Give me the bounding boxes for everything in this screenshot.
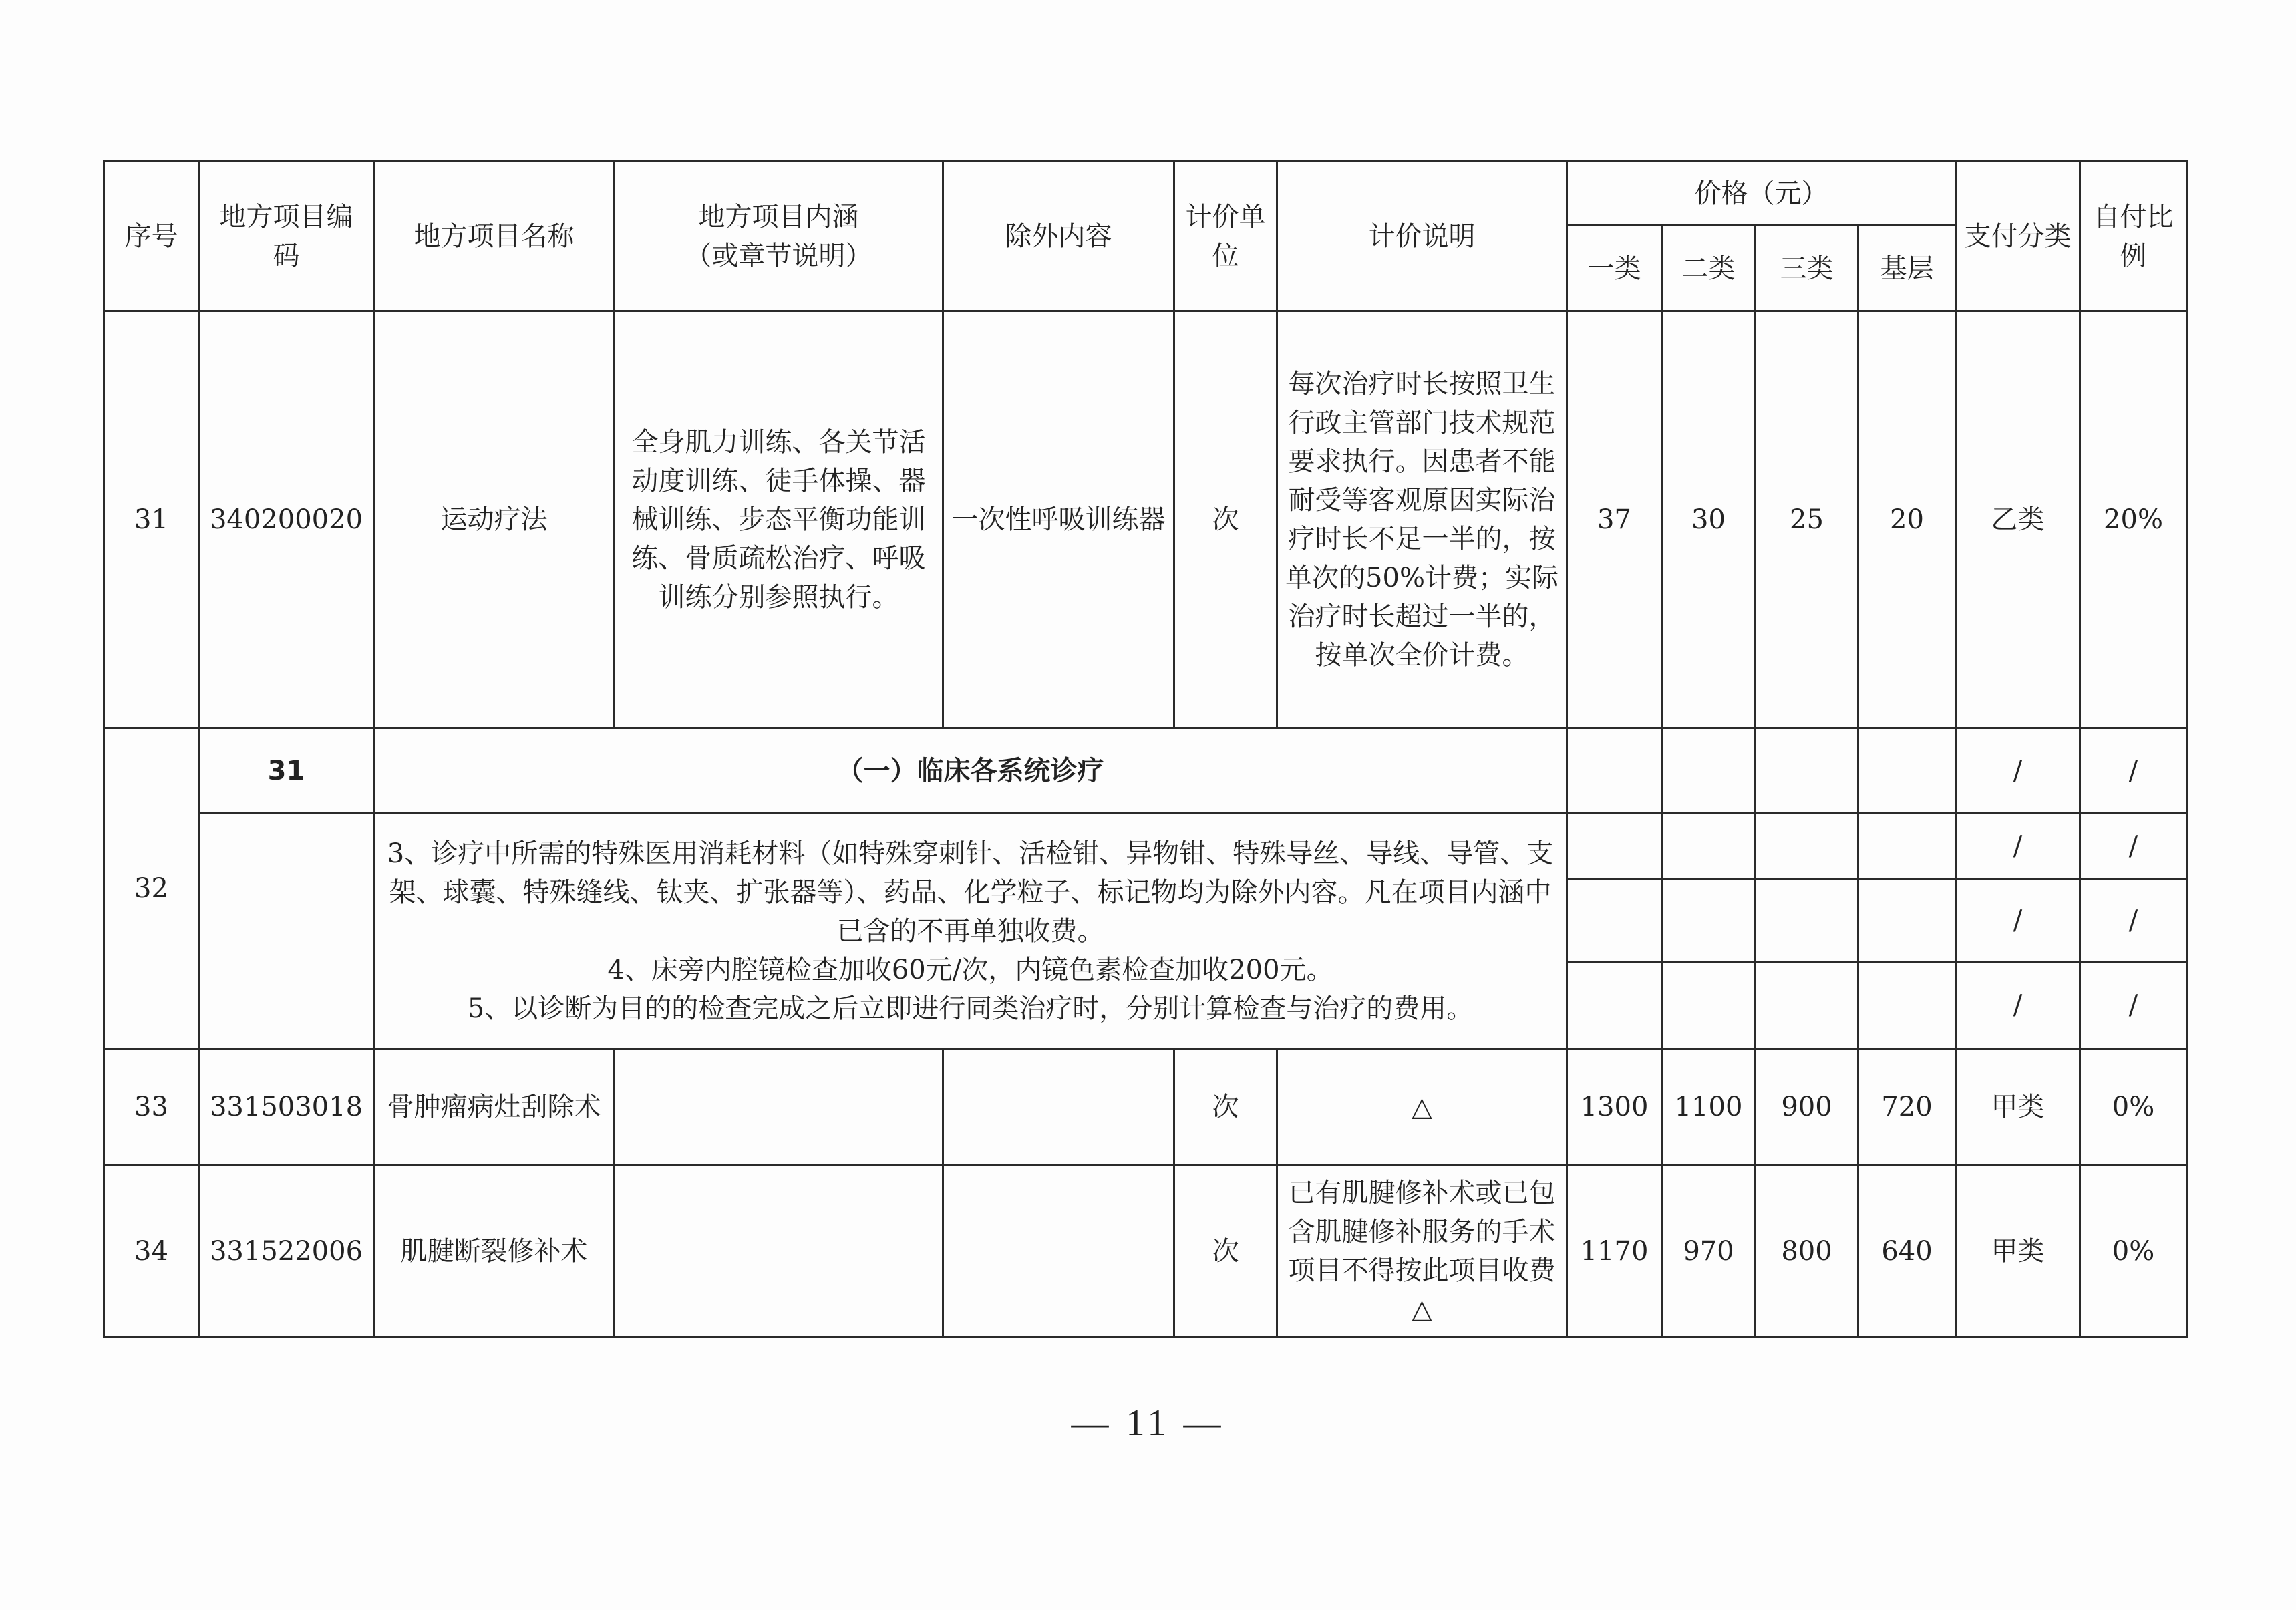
row-self-pay: 0% [2080,1049,2187,1165]
header-price-group: 价格（元） [1567,162,1956,226]
row-unit: 次 [1174,1049,1277,1165]
row-price-class3: 800 [1756,1165,1858,1337]
empty-cell [1567,962,1662,1049]
row-code: 331503018 [199,1049,374,1165]
row-self-pay: 0% [2080,1165,2187,1337]
row-price-class2: 30 [1662,311,1756,728]
row-seq: 33 [104,1049,199,1165]
row-excluded: 一次性呼吸训练器 [943,311,1174,728]
empty-cell [1756,728,1858,814]
row-self-pay: / [2080,962,2187,1049]
header-content [615,162,943,311]
row-content [615,1049,943,1165]
empty-cell [1858,962,1956,1049]
row-excluded [943,1165,1174,1337]
row-seq: 34 [104,1165,199,1337]
row-price-class1: 37 [1567,311,1662,728]
section-note-3: 3、诊疗中所需的特殊医用消耗材料（如特殊穿刺针、活检钳、异物钳、特殊导丝、导线、导管、支架、球囊、特殊缝线、钛夹、扩张器等）、药品、化学粒子、标记物均为除外内容。凡在项目内涵中已含的不再单独收费。 [387,838,1554,947]
row-self-pay: / [2080,814,2187,879]
row-content [615,1165,943,1337]
table-row [104,311,2187,728]
row-pay-class: 甲类 [1956,1049,2080,1165]
empty-cell [1567,879,1662,962]
header-code: 地方项目编码 [199,162,374,311]
empty-cell [1756,814,1858,879]
section-code: 31 [199,728,374,814]
section-note-4: 4、床旁内腔镜检查加收60元/次，内镜色素检查加收200元。 [607,954,1333,985]
empty-cell [1756,962,1858,1049]
table-row [104,1165,2187,1337]
row-self-pay: / [2080,728,2187,814]
row-price-class3: 25 [1756,311,1858,728]
row-pricing-note: 已有肌腱修补术或已包含肌腱修补服务的手术项目不得按此项目收费 △ [1277,1165,1567,1337]
empty-cell [1858,814,1956,879]
row-pricing-note: △ [1277,1049,1567,1165]
empty-cell [1662,814,1756,879]
row-pay-class: 乙类 [1956,311,2080,728]
row-pay-class: 甲类 [1956,1165,2080,1337]
row-seq: 32 [104,728,199,1049]
section-note-5: 5、以诊断为目的的检查完成之后立即进行同类治疗时，分别计算检查与治疗的费用。 [467,993,1474,1024]
header-pay-class: 支付分类 [1956,162,2080,311]
header-excluded: 除外内容 [943,162,1174,311]
row-excluded [943,1049,1174,1165]
section-row [104,728,2187,814]
empty-cell [1858,879,1956,962]
row-self-pay: / [2080,879,2187,962]
empty-cell [1567,728,1662,814]
section-notes [374,814,1567,1049]
row-price-basic: 640 [1858,1165,1956,1337]
row-price-basic: 20 [1858,311,1956,728]
row-unit: 次 [1174,1165,1277,1337]
row-price-class3: 900 [1756,1049,1858,1165]
empty-cell [1662,962,1756,1049]
empty-cell [1567,814,1662,879]
row-pay-class: / [1956,962,2080,1049]
page-number: — 11 — [1071,1402,1225,1444]
header-pricing-note: 计价说明 [1277,162,1567,311]
row-name: 运动疗法 [374,311,615,728]
row-price-class2: 970 [1662,1165,1756,1337]
header-price-basic: 基层 [1858,226,1956,311]
empty-cell [1662,879,1756,962]
row-name: 骨肿瘤病灶刮除术 [374,1049,615,1165]
row-pricing-note: 每次治疗时长按照卫生行政主管部门技术规范要求执行。因患者不能耐受等客观原因实际治疗时长不足一半的，按单次的50%计费；实际治疗时长超过一半的，按单次全价计费。 [1277,311,1567,728]
row-price-class1: 1300 [1567,1049,1662,1165]
row-unit: 次 [1174,311,1277,728]
row-price-basic: 720 [1858,1049,1956,1165]
section-note-row [104,814,2187,879]
header-content-line1: 地方项目内涵 [698,201,859,232]
row-self-pay: 20% [2080,311,2187,728]
header-self-pay: 自付比例 [2080,162,2187,311]
row-pay-class: / [1956,814,2080,879]
empty-cell [1756,879,1858,962]
header-row [104,162,2187,226]
row-price-class2: 1100 [1662,1049,1756,1165]
header-unit: 计价单位 [1174,162,1277,311]
row-code: 340200020 [199,311,374,728]
empty-cell [1858,728,1956,814]
empty-cell [199,814,374,1049]
section-title: （一）临床各系统诊疗 [374,728,1567,814]
row-price-class1: 1170 [1567,1165,1662,1337]
row-seq: 31 [104,311,199,728]
header-price-class1: 一类 [1567,226,1662,311]
header-name: 地方项目名称 [374,162,615,311]
row-code: 331522006 [199,1165,374,1337]
row-pay-class: / [1956,728,2080,814]
header-price-class2: 二类 [1662,226,1756,311]
empty-cell [1662,728,1756,814]
price-table [103,160,2188,1338]
table-row [104,1049,2187,1165]
row-name: 肌腱断裂修补术 [374,1165,615,1337]
row-content: 全身肌力训练、各关节活动度训练、徒手体操、器械训练、步态平衡功能训练、骨质疏松治疗、呼吸训练分别参照执行。 [615,311,943,728]
header-content-line2: （或章节说明） [685,240,872,271]
header-seq: 序号 [104,162,199,311]
row-pay-class: / [1956,879,2080,962]
header-price-class3: 三类 [1756,226,1858,311]
